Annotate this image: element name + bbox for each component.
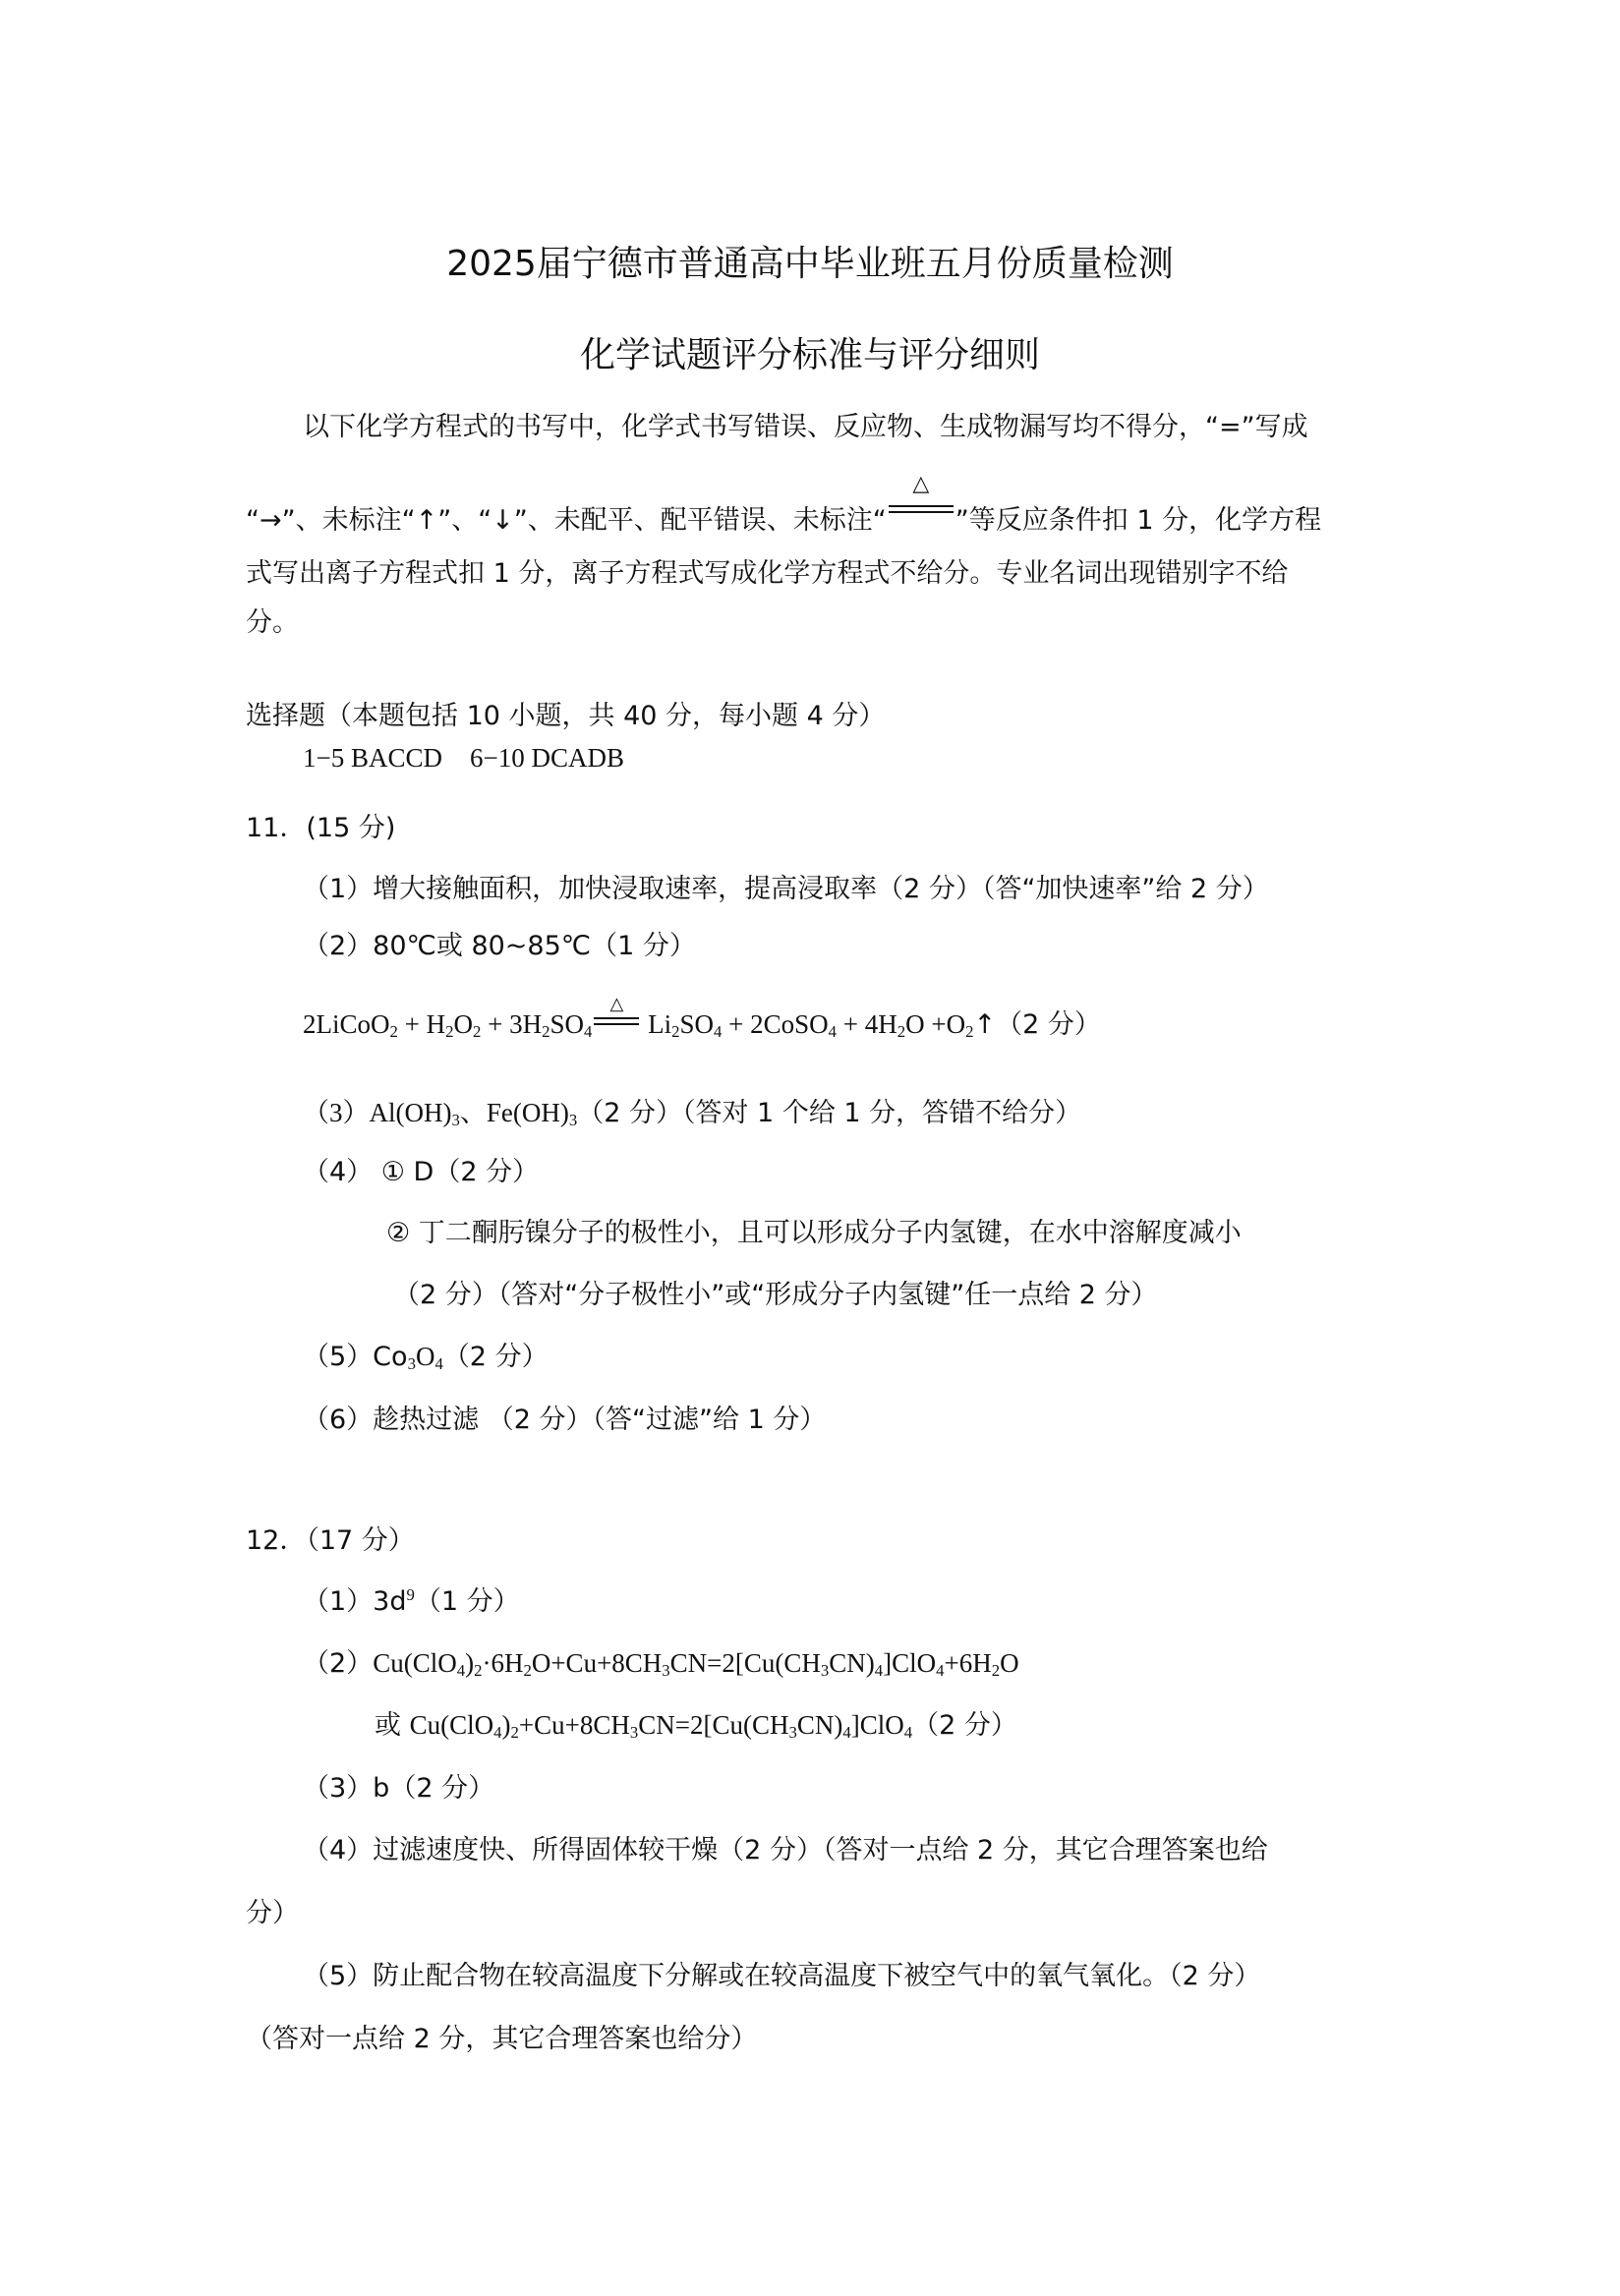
q12-part-4-line-2: 分） [246,1898,299,1928]
q11-part-6: （6）趁热过滤 （2 分）（答“过滤”给 1 分） [303,1405,827,1435]
q11-part-2: （2）80℃或 80~85℃（1 分） [303,931,696,961]
heating-condition-symbol [889,472,954,531]
q11-part-3: $(3)Al(OH)_3$、$Fe(OH)_3(2$ 分）（答对 1 个给 1 分，答错不给分） [303,1098,1082,1130]
q11-part-1: （1）增大接触面积，加快浸取速率，提高浸取率（2 分）（答“加快速率”给 2 分） [303,874,1269,904]
q11-part-4-1: （4） ① D（2 分） [303,1157,540,1187]
heating-condition-symbol [594,994,639,1035]
q11-heading: 11．(15 分) [246,813,396,843]
document-title: 2025届宁德市普通高中毕业班五月份质量检测 [446,244,1174,284]
q12-part-3: （3）b（2 分） [303,1773,495,1804]
mc-heading: 选择题（本题包括 10 小题，共 40 分，每小题 4 分） [246,701,886,731]
q11-part-5: $(5)Co_3O_4(2$ 分） [303,1342,549,1374]
mc-answers-6-10: 6−10 DCADB [470,743,625,773]
mc-answers [303,743,624,774]
intro-line-4: 分。 [246,607,299,638]
mc-answers-1-5: 1−5 BACCD [303,743,443,773]
q11-part-4-3: （2 分）（答对“分子极性小”或“形成分子内氢键”任一点给 2 分） [393,1280,1158,1310]
q12-part-2-line-1: $(2)Cu(ClO_4)_2\cdot 6H_2O+Cu+8CH_3CN=2[Cu(CH_3CN)_4]ClO_4+6H_2O$ [303,1648,1019,1681]
q12-part-1: $(1)3d^9(1$ 分） [303,1584,520,1617]
q11-part-4-2: ② 丁二酮肟镍分子的极性小，且可以形成分子内氢键，在水中溶解度减小 [386,1218,1242,1248]
q12-part-5-line-2: （答对一点给 2 分，其它合理答案也给分） [246,2024,758,2054]
intro-line-2-part-a: “→”、未标注“↑”、“↓”、未配平、配平错误、未标注“ [246,505,887,536]
q12-part-4-line-1: （4）过滤速度快、所得固体较干燥（2 分）（答对一点给 2 分，其它合理答案也给 [303,1835,1268,1866]
intro-line-2-part-b: ”等反应条件扣 1 分，化学方程 [955,505,1322,536]
q12-part-5-line-1: （5）防止配合物在较高温度下分解或在较高温度下被空气中的氧气氧化。（2 分） [303,1961,1261,1991]
intro-line-2 [246,472,1322,537]
document-subtitle: 化学试题评分标准与评分细则 [579,335,1040,375]
intro-line-1: 以下化学方程式的书写中，化学式书写错误、反应物、生成物漏写均不得分，“=”写成 [303,412,1308,442]
q11-equation: 2LiCoO$_2$ + $H_2O_2 + 3H_2SO_4$ △ $Li_2SO_4$ + 2CoSO$_4$ + $4H_2O$ $+O_2↑(2$ 分） [303,994,1101,1042]
intro-line-3: 式写出离子方程式扣 1 分，离子方程式写成化学方程式不给分。专业名词出现错别字不给 [246,558,1289,589]
triangle-icon: △ [912,472,930,496]
q12-heading: 12．（17 分） [246,1525,415,1556]
q12-part-2-line-2: 或 $Cu(ClO_4)_2+Cu+8CH_3CN=2[Cu(CH_3CN)_4]ClO_4(2$ 分） [375,1710,1017,1743]
triangle-icon: △ [609,994,624,1013]
